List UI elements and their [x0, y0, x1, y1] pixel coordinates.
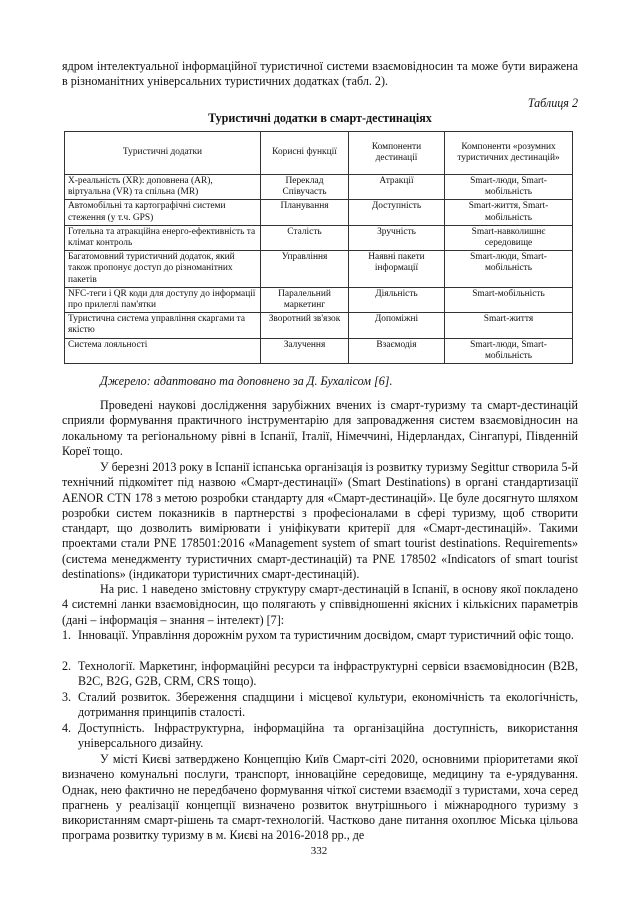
page-number: 332 [310, 845, 328, 857]
body-paragraph-1: Проведені наукові дослідження зарубіжних вчених із смарт-туризму та смарт-дестинацій сприяли формування практичного інструментарію для запровадження систем взаємовідносин на локальному та регіональному рівні в Іспанії, Італії, Німеччині, Нідерландах, Сінгапурі, Південній Кореї тощо. [62, 398, 578, 458]
cell-smart: Smart-мобільність [445, 287, 573, 312]
final-paragraph: У місті Києві затверджено Концепцію Київ Смарт-сіті 2020, основними пріоритетами якої визначено комунальні послуги, транспорт, інноваційне середовище, медицину та е-урядування. Однак, нею фактично не передбачено формування чіткої системи взаємодії з туристами, хоча серед прагнень у реалізації концепції визначено розвиток внутрішнього і міжнародного туризму з використанням смарт-рішень та смарт-технологій. Частково дане питання охоплює Міська цільова програма розвитку туризму в м. Києві на 2016-2018 рр., де [62, 752, 578, 843]
cell-smart: Smart-життя [445, 313, 573, 338]
cell-function: Зворотний зв'язок [261, 313, 349, 338]
cell-app: Готельна та атракційна енерго-ефективність та клімат контроль [65, 225, 261, 250]
tourist-apps-table [64, 131, 573, 364]
table-row [65, 313, 573, 338]
list-item-text: Інновації. Управління дорожнім рухом та туристичним досвідом, смарт туристичний офіс тощо. [78, 628, 574, 642]
header-smart-components: Компоненти «розумних туристичних дестинацій» [445, 132, 573, 175]
cell-function: Переклад Співучасть [261, 175, 349, 200]
cell-component: Доступність [349, 200, 445, 225]
header-functions: Корисні функції [261, 132, 349, 175]
cell-component: Наявні пакети інформації [349, 251, 445, 288]
body-paragraph-2: У березні 2013 року в Іспанії іспанська організація із розвитку туризму Segittur створила 5-й технічний підкомітет під назвою «Смарт-дестинації» (Smart Destinations) в органі стандартизації AENOR CTN 178 з метою розробки стандарту для «Смарт-дестинацій». Це буле досягнуто шляхом розробки систем показників в партнерстві з професіоналами в сфері туризму, щоб створити стандарт, що дозволить вимірювати і уніфікувати критерії для «Смарт-дестинацій». Такими проектами стали PNE 178501:2016 «Management system of smart tourist destinations. Requirements» (система менеджменту туристичних смарт-дестинацій) та PNE 178502 «Indicators of smart tourist destinations» (індикатори туристичних смарт-дестинацій). [62, 460, 578, 582]
list-item-text: Доступність. Інфраструктурна, інформаційна та організаційна доступність, використання універсального дизайну. [78, 721, 578, 751]
list-item-text: Сталий розвиток. Збереження спадщини і місцевої культури, економічність та екологічність, дотримання принципів сталості. [78, 690, 578, 720]
cell-function: Паралельний маркетинг [261, 287, 349, 312]
list-item [62, 628, 578, 643]
table-row [65, 200, 573, 225]
cell-function: Сталість [261, 225, 349, 250]
table-source-note: Джерело: адаптовано та доповнено за Д. Бухалісом [6]. [100, 374, 393, 388]
table-title: Туристичні додатки в смарт-дестинаціях [208, 111, 432, 125]
header-apps: Туристичні додатки [65, 132, 261, 175]
list-item-number: 4. [62, 721, 72, 735]
cell-app: Система лояльності [65, 338, 261, 363]
cell-app: Багатомовний туристичний додаток, який також пропонує доступ до різноманітних пакетів [65, 251, 261, 288]
list-item-text: Технології. Маркетинг, інформаційні ресурси та інфраструктурні сервіси взаємовідносин (B2B, B2C, B2G, G2B, CRM, CRS тощо). [78, 659, 578, 689]
list-item-number: 3. [62, 690, 72, 704]
cell-smart: Smart-життя, Smart-мобільність [445, 200, 573, 225]
list-item-number: 1. [62, 628, 72, 642]
intro-paragraph: ядром інтелектуальної інформаційної туристичної системи взаємовідносин та може бути виражена в різноманітних універсальних туристичних додатках (табл. 2). [62, 59, 578, 89]
table-header-row [65, 132, 573, 175]
cell-component: Діяльність [349, 287, 445, 312]
list-item [62, 659, 578, 690]
table-row [65, 338, 573, 363]
cell-function: Залучення [261, 338, 349, 363]
cell-smart: Smart-люди, Smart-мобільність [445, 338, 573, 363]
cell-function: Планування [261, 200, 349, 225]
header-destination-components: Компоненти дестинації [349, 132, 445, 175]
cell-component: Зручність [349, 225, 445, 250]
cell-component: Взаємодія [349, 338, 445, 363]
table-row [65, 251, 573, 288]
cell-app: NFC-теги і QR коди для доступу до інформації про прилеглі пам'ятки [65, 287, 261, 312]
cell-app: Туристична система управління скаргами та якістю [65, 313, 261, 338]
list-item-number: 2. [62, 659, 72, 673]
list-item [62, 690, 578, 721]
cell-component: Атракції [349, 175, 445, 200]
cell-app: X-реальність (XR): доповнена (AR), віртуальна (VR) та спільна (MR) [65, 175, 261, 200]
table-row [65, 175, 573, 200]
cell-component: Допоміжні [349, 313, 445, 338]
body-paragraph-3: На рис. 1 наведено змістовну структуру смарт-дестинацій в Іспанії, в основу якої покладено 4 системні ланки взаємовідносин, що полягають у співвідношенні якісних і кількісних параметрів (дані – інформація – знання – інтелект) [7]: [62, 582, 578, 627]
table-row [65, 225, 573, 250]
cell-function: Управління [261, 251, 349, 288]
list-item [62, 721, 578, 752]
cell-app: Автомобільні та картографічні системи стеження (у т.ч. GPS) [65, 200, 261, 225]
cell-smart: Smart-люди, Smart-мобільність [445, 251, 573, 288]
cell-smart: Smart-навколишнє середовище [445, 225, 573, 250]
table-row [65, 287, 573, 312]
table-label: Таблиця 2 [527, 96, 578, 110]
cell-smart: Smart-люди, Smart-мобільність [445, 175, 573, 200]
